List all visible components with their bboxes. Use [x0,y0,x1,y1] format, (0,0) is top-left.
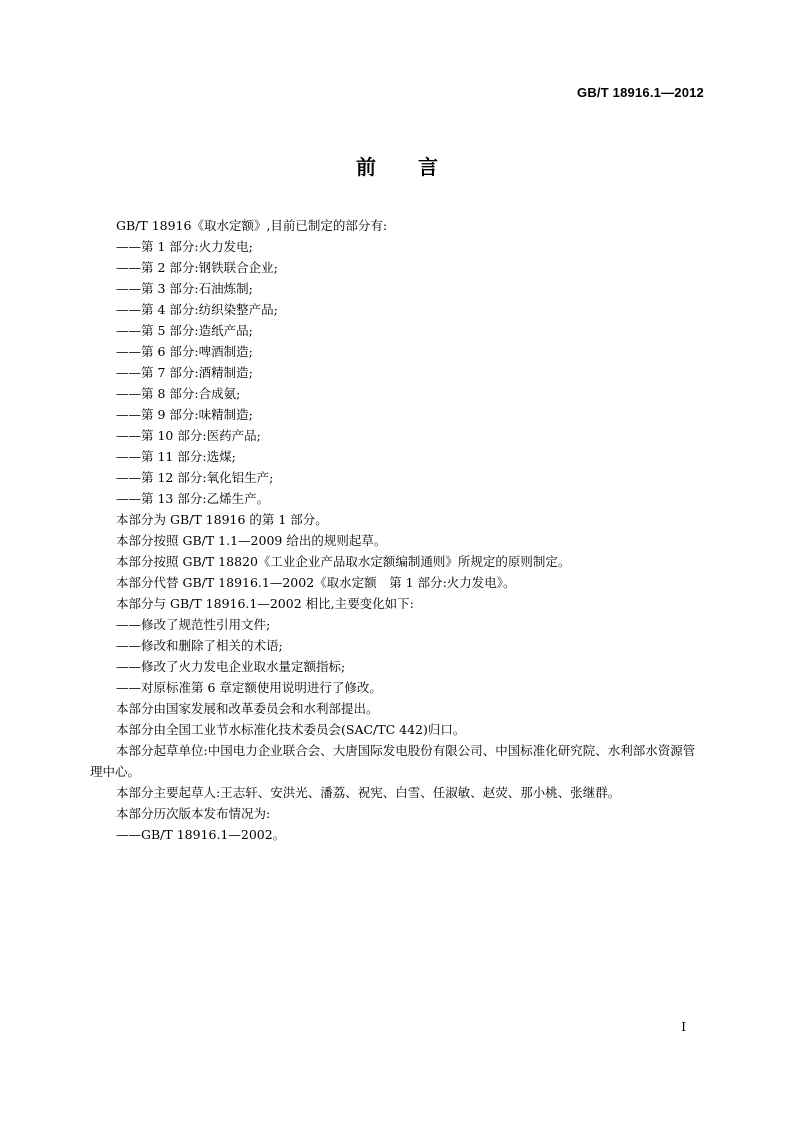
paragraph: 本部分主要起草人:王志轩、安洪光、潘荔、祝宪、白雪、任淑敏、赵荧、那小桃、张继群。 [116,785,621,800]
list-item: ——第 8 部分:合成氨; [116,386,241,401]
page-number: I [681,1020,686,1034]
paragraph: 本部分由全国工业节水标准化技术委员会(SAC/TC 442)归口。 [116,722,466,737]
list-item: ——第 4 部分:纺织染整产品; [116,302,278,317]
paragraph: 本部分为 GB/T 18916 的第 1 部分。 [116,512,328,527]
list-item: ——修改和删除了相关的术语; [116,638,283,653]
list-item: ——第 7 部分:酒精制造; [116,365,253,380]
list-item: ——第 11 部分:选煤; [116,449,236,464]
list-item: ——第 1 部分:火力发电; [116,239,253,254]
standard-number: GB/T 18916.1—2012 [577,85,704,100]
list-item: ——修改了火力发电企业取水量定额指标; [116,659,346,674]
paragraph: 本部分历次版本发布情况为: [116,806,271,821]
title-char-2: 言 [418,155,438,179]
list-item: ——第 6 部分:啤酒制造; [116,344,253,359]
foreword-body [90,215,705,845]
list-item: ——GB/T 18916.1—2002。 [116,827,286,842]
list-item: ——对原标准第 6 章定额使用说明进行了修改。 [116,680,382,695]
paragraph: GB/T 18916《取水定额》,目前已制定的部分有: [116,218,388,233]
list-item: ——第 10 部分:医药产品; [116,428,261,443]
paragraph: 本部分代替 GB/T 18916.1—2002《取水定额 第 1 部分:火力发电》。 [116,575,516,590]
page-title [0,151,794,180]
list-item: ——第 13 部分:乙烯生产。 [116,491,270,506]
paragraph: 本部分由国家发展和改革委员会和水利部提出。 [116,701,379,716]
list-item: ——第 3 部分:石油炼制; [116,281,253,296]
list-item: ——第 5 部分:造纸产品; [116,323,253,338]
paragraph: 本部分起草单位:中国电力企业联合会、大唐国际发电股份有限公司、中国标准化研究院、水利部水资源管理中心。 [90,743,696,779]
paragraph: 本部分按照 GB/T 18820《工业企业产品取水定额编制通则》所规定的原则制定。 [116,554,571,569]
list-item: ——第 12 部分:氧化铝生产; [116,470,274,485]
title-char-1: 前 [356,155,376,179]
list-item: ——第 9 部分:味精制造; [116,407,253,422]
list-item: ——第 2 部分:钢铁联合企业; [116,260,278,275]
paragraph: 本部分与 GB/T 18916.1—2002 相比,主要变化如下: [116,596,414,611]
paragraph: 本部分按照 GB/T 1.1—2009 给出的规则起草。 [116,533,387,548]
list-item: ——修改了规范性引用文件; [116,617,271,632]
